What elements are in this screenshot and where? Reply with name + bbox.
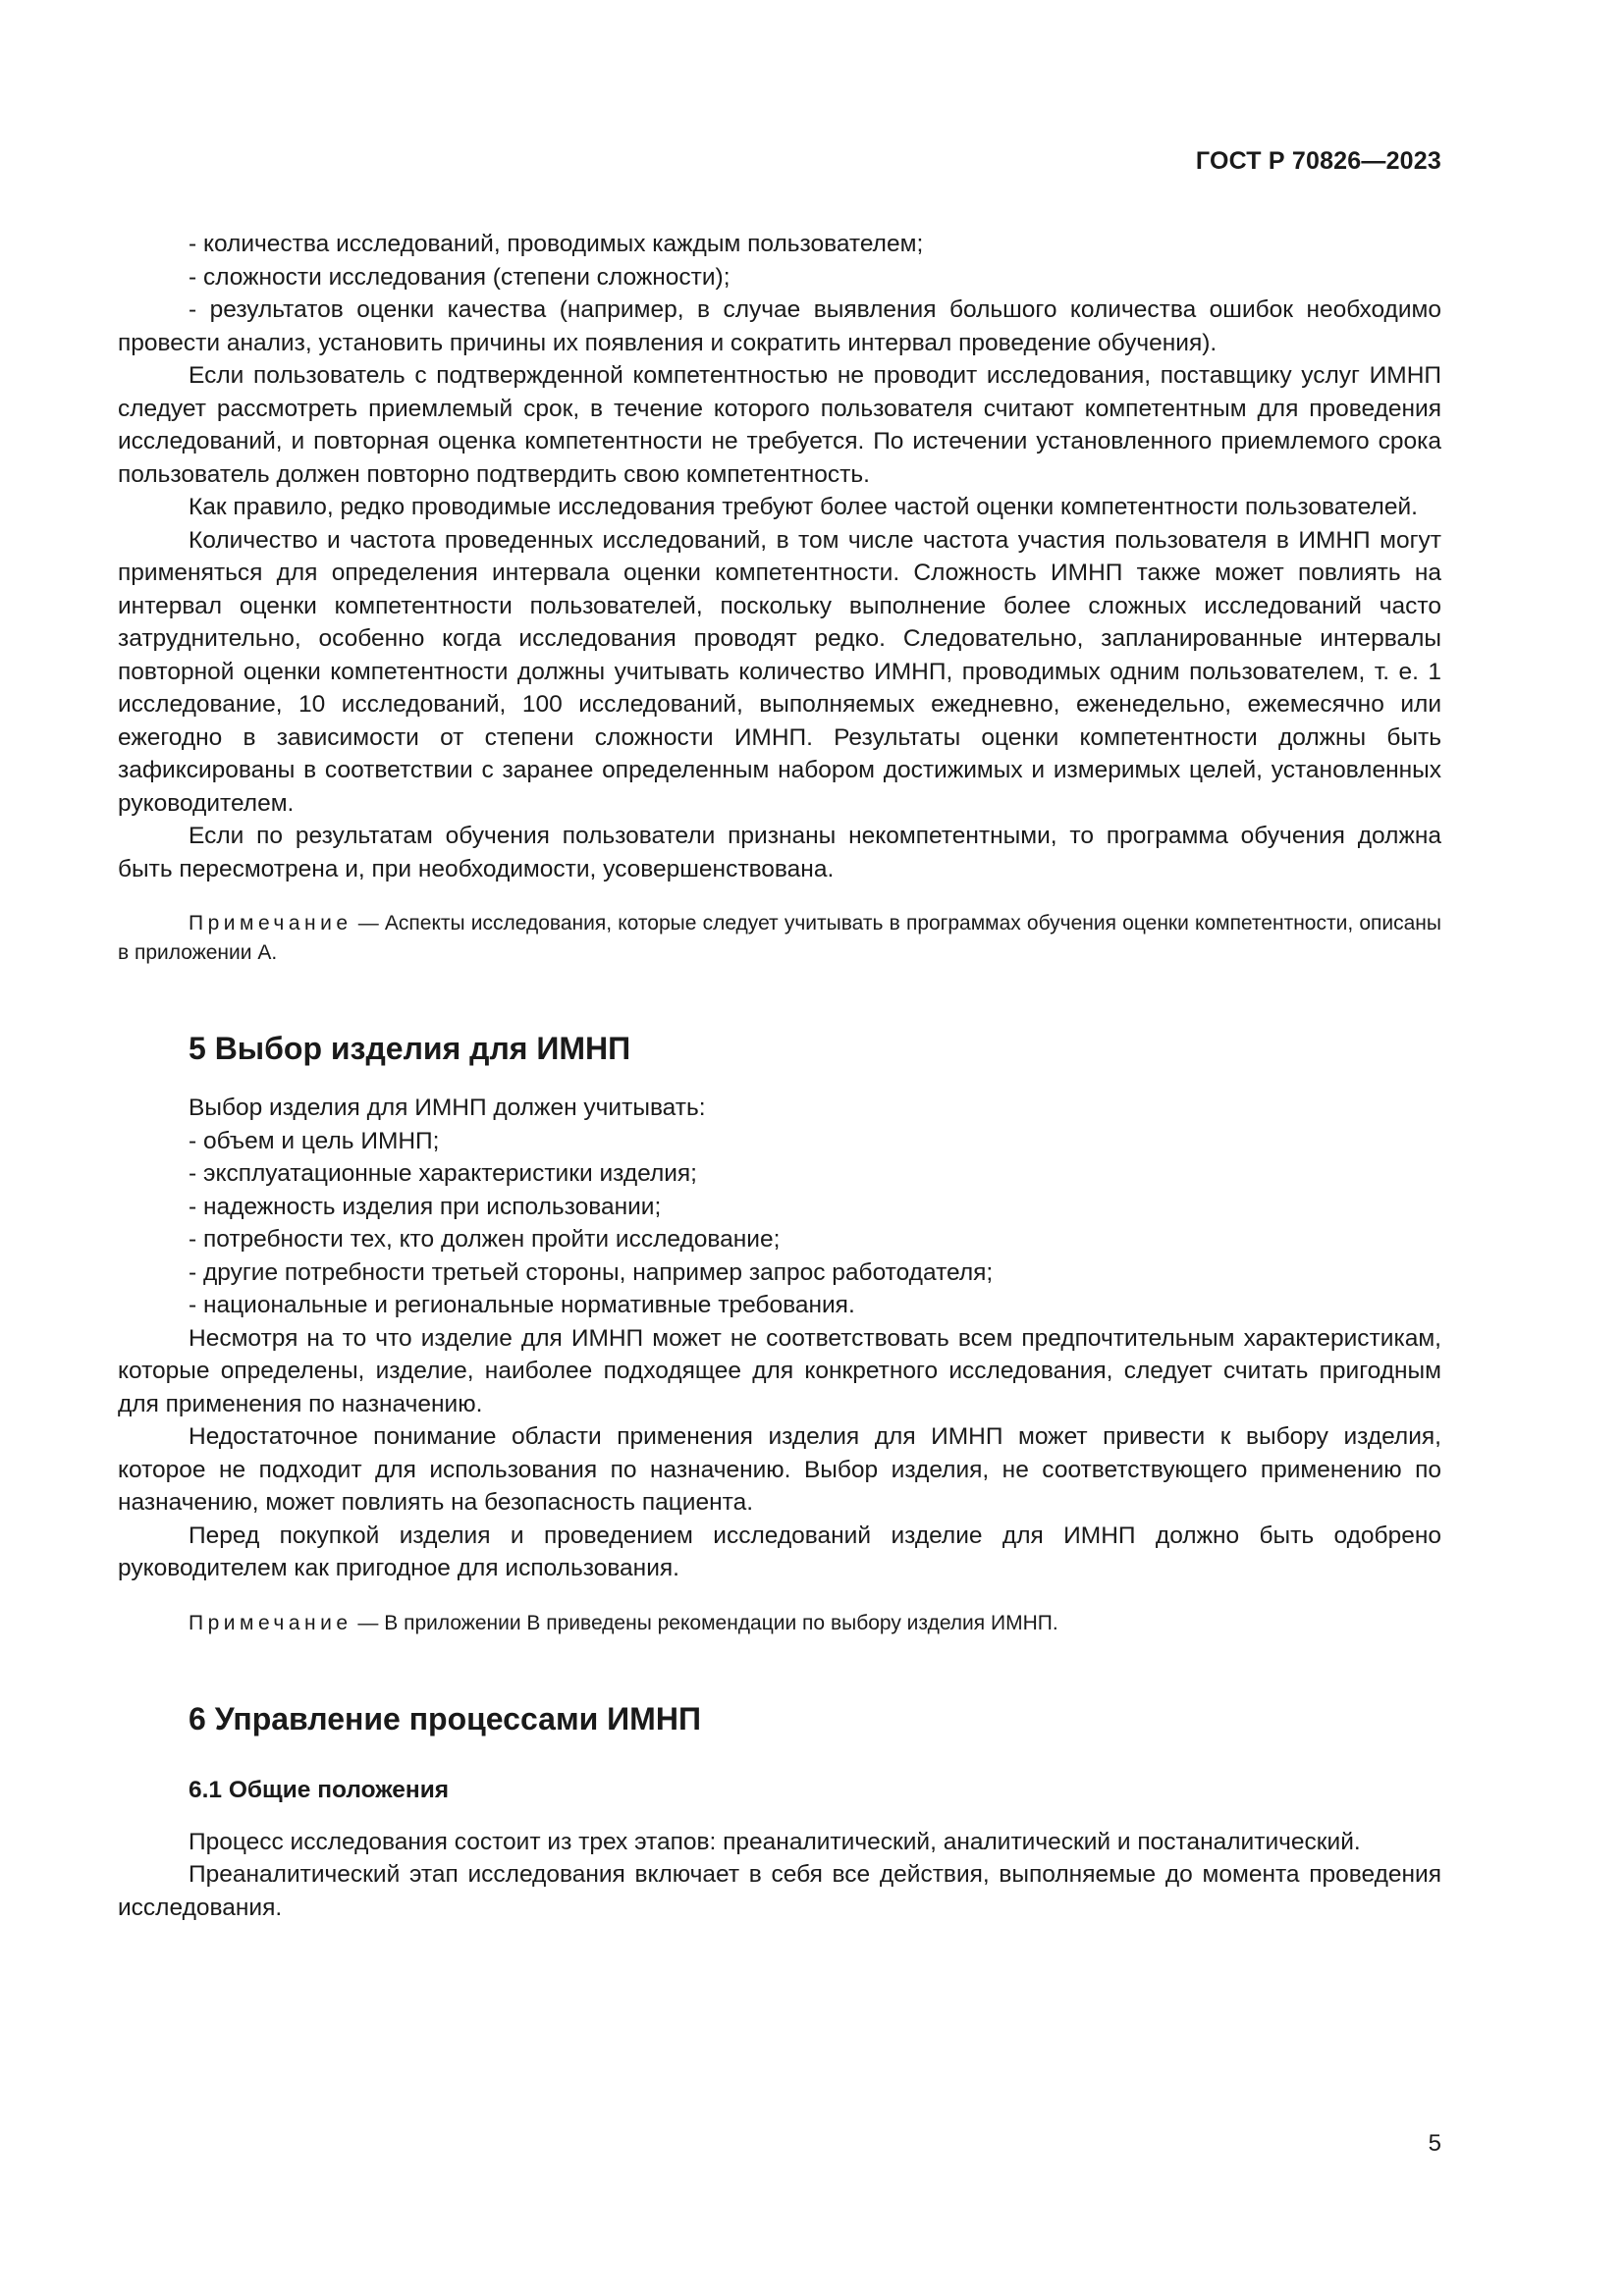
paragraph: Перед покупкой изделия и проведением исследований изделие для ИМНП должно быть одобрено руководителем как пригодное для использования. (118, 1522, 1441, 1581)
document-code-header: ГОСТ Р 70826—2023 (1195, 147, 1441, 175)
list-item: - потребности тех, кто должен пройти исследование; (189, 1226, 781, 1253)
list-item: - национальные и региональные нормативные требования. (189, 1292, 855, 1318)
page-number: 5 (1428, 2130, 1441, 2157)
list-item: - сложности исследования (степени сложности); (189, 263, 731, 291)
list-item: - другие потребности третьей стороны, например запрос работодателя; (189, 1258, 994, 1286)
document-page (118, 0, 1441, 2296)
list-item: - надежность изделия при использовании; (189, 1193, 662, 1220)
subsection-6-1-heading: 6.1 Общие положения (189, 1776, 450, 1803)
list-item: - результатов оценки качества (например, в случае выявления большого количества ошибок необходимо провести анализ, установить причины их появления и сократить интервал проведение обучения). (118, 296, 1441, 356)
paragraph: Несмотря на то что изделие для ИМНП может не соответствовать всем предпочтительным характеристикам, которые определены, изделие, наиболее подходящее для конкретного исследования, следует считать пригодным для применения по назначению. (118, 1324, 1441, 1417)
list-item: - объем и цель ИМНП; (189, 1127, 440, 1154)
note-label: Примечание (189, 1611, 352, 1634)
paragraph: Недостаточное понимание области применения изделия для ИМНП может привести к выбору изделия, которое не подходит для использования по назначению. Выбор изделия, не соответствующего применению по назначению, может повлиять на безопасность пациента. (118, 1423, 1441, 1516)
note-label: Примечание (189, 912, 352, 934)
note-text: — В приложении В приведены рекомендации по выбору изделия ИМНП. (352, 1611, 1058, 1634)
paragraph: Если по результатам обучения пользователи признаны некомпетентными, то программа обучения должна быть пересмотрена и, при необходимости, усовершенствована. (118, 823, 1441, 882)
page-content (118, 228, 1441, 1924)
section-5-intro: Выбор изделия для ИМНП должен учитывать: (189, 1095, 706, 1121)
note-text: — Аспекты исследования, которые следует учитывать в программах обучения оценки компетентности, описаны в приложении А. (118, 912, 1441, 964)
note (118, 1609, 1441, 1638)
section-5-heading: 5 Выбор изделия для ИМНП (189, 1031, 631, 1066)
note (118, 909, 1441, 968)
paragraph: Количество и частота проведенных исследований, в том числе частота участия пользователя в ИМНП могут применяться для определения интервала оценки компетентности. Сложность ИМНП также может повлиять на интервал оценки компетентности пользователей, поскольку выполнение более сложных исследований часто затруднительно, особенно когда исследования проводят редко. Следовательно, запланированные интервалы повторной оценки компетентности должны учитывать количество ИМНП, проводимых одним пользователем, т. е. 1 исследование, 10 исследований, 100 исследований, выполняемых ежедневно, еженедельно, ежемесячно или ежегодно в зависимости от степени сложности ИМНП. Результаты оценки компетентности должны быть зафиксированы в соответствии с заранее определенным набором достижимых и измеримых целей, установленных руководителем. (118, 526, 1441, 817)
list-item: - эксплуатационные характеристики изделия; (189, 1160, 697, 1187)
paragraph: Если пользователь с подтвержденной компетентностью не проводит исследования, поставщику услуг ИМНП следует рассмотреть приемлемый срок, в течение которого пользователя считают компетентным для проведения исследований, и повторная оценка компетентности не требуется. По истечении установленного приемлемого срока пользователь должен повторно подтвердить свою компетентность. (118, 362, 1441, 488)
paragraph: Преаналитический этап исследования включает в себя все действия, выполняемые до момента проведения исследования. (118, 1861, 1441, 1921)
paragraph: Как правило, редко проводимые исследования требуют более частой оценки компетентности пользователей. (189, 494, 1418, 520)
list-item: - количества исследований, проводимых каждым пользователем; (189, 231, 924, 257)
paragraph: Процесс исследования состоит из трех этапов: преаналитический, аналитический и постаналитический. (189, 1828, 1361, 1855)
section-6-heading: 6 Управление процессами ИМНП (189, 1700, 701, 1736)
